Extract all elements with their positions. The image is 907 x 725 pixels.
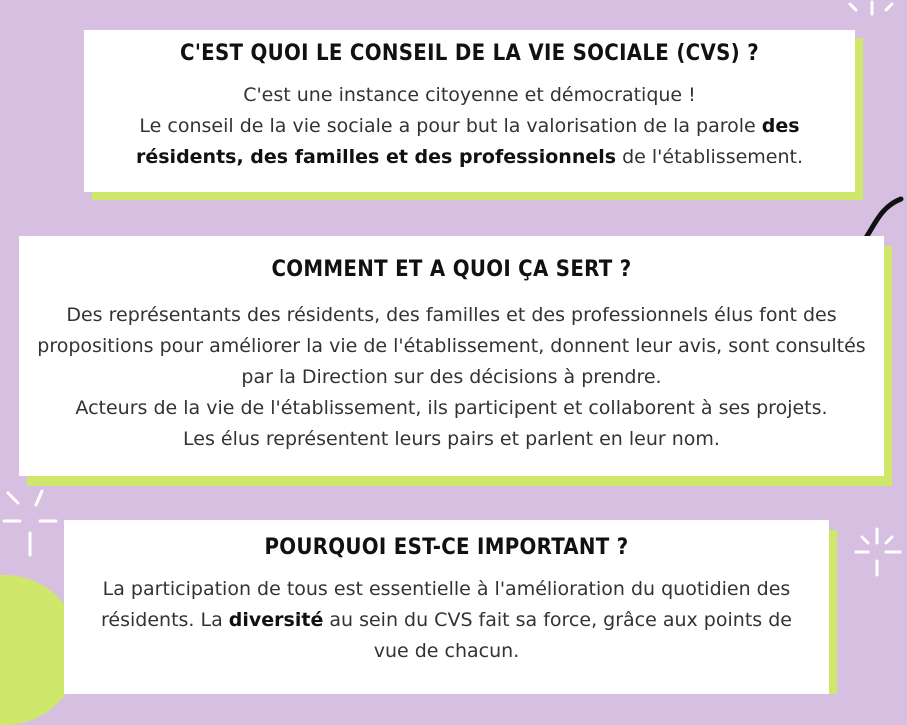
sparkle-icon-left [0,485,60,565]
card-3-bold: diversité [228,609,324,631]
sparkle-icon-top-right [840,0,907,22]
card-3-title: POURQUOI EST-CE IMPORTANT ? [264,535,629,560]
card-1-line1: C'est une instance citoyenne et démocratique ! [243,84,696,106]
card-1-body [84,80,855,173]
card-2-paragraph-1: Des représentants des résidents, des familles et des professionnels élus font des propositions pour améliorer la vie de l'établissement, donnent leur avis, sont consultés par la Direction sur des décisions à prendre. [37,304,866,388]
card-2-title: COMMENT ET A QUOI ÇA SERT ? [271,257,632,282]
card-2-paragraph-3: Les élus représentent leurs pairs et parlent en leur nom. [183,428,720,450]
card-1-line2 [106,111,833,173]
card-3-text: La participation de tous est essentielle à l'amélioration du quotidien des résidents. La [101,578,791,631]
card-how-and-why [19,236,884,476]
card-2-body [19,300,884,455]
card-what-is-cvs [84,30,855,192]
card-why-important [64,520,829,694]
card-1-line2-text: Le conseil de la vie sociale a pour but la valorisation de la parole [139,115,762,137]
card-1-title: C'EST QUOI LE CONSEIL DE LA VIE SOCIALE (CVS) ? [180,41,759,66]
card-3-text-end: au sein du CVS fait sa force, grâce aux points de vue de chacun. [323,609,792,662]
sparkle-icon-right [850,525,905,580]
card-2-paragraph-2: Acteurs de la vie de l'établissement, ils participent et collaborent à ses projets. [75,397,828,419]
card-3-body [64,574,829,667]
card-1-line2-bold: des résidents, des familles et des professionnels [135,115,800,168]
card-1-line2-end: de l'établissement. [616,146,804,168]
